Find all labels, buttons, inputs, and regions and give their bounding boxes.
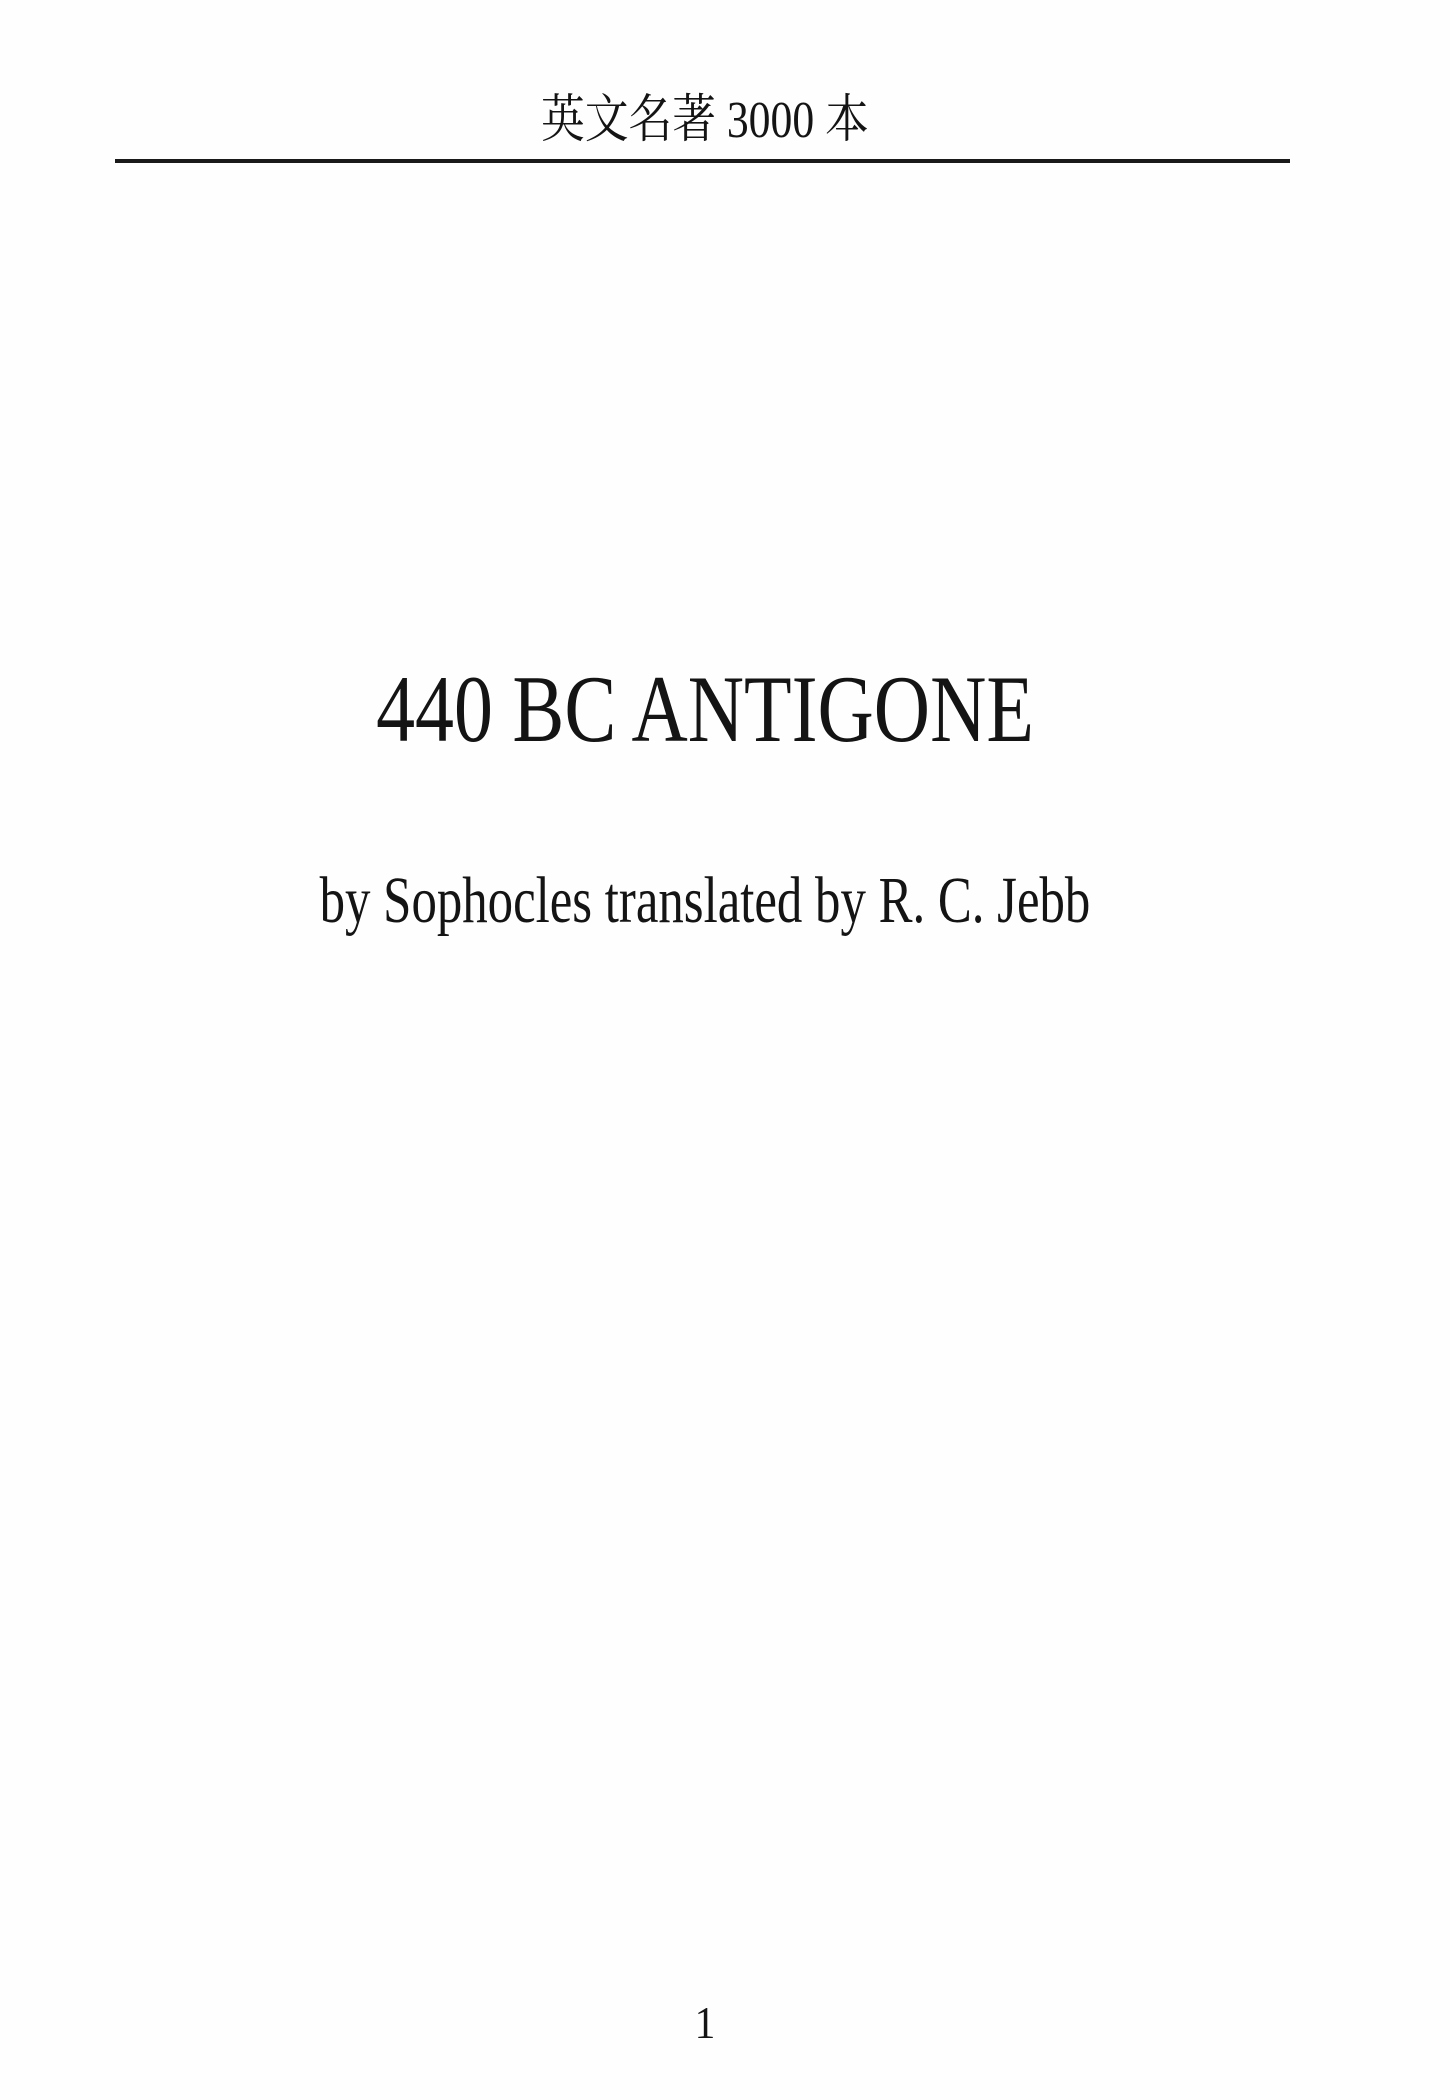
running-header: 英文名著 3000 本 bbox=[541, 92, 869, 149]
header-rule-divider bbox=[115, 159, 1290, 163]
book-title: 440 BC ANTIGONE bbox=[376, 656, 1034, 762]
book-subtitle: by Sophocles translated by R. C. Jebb bbox=[319, 864, 1091, 937]
page-number: 1 bbox=[694, 1997, 716, 2048]
